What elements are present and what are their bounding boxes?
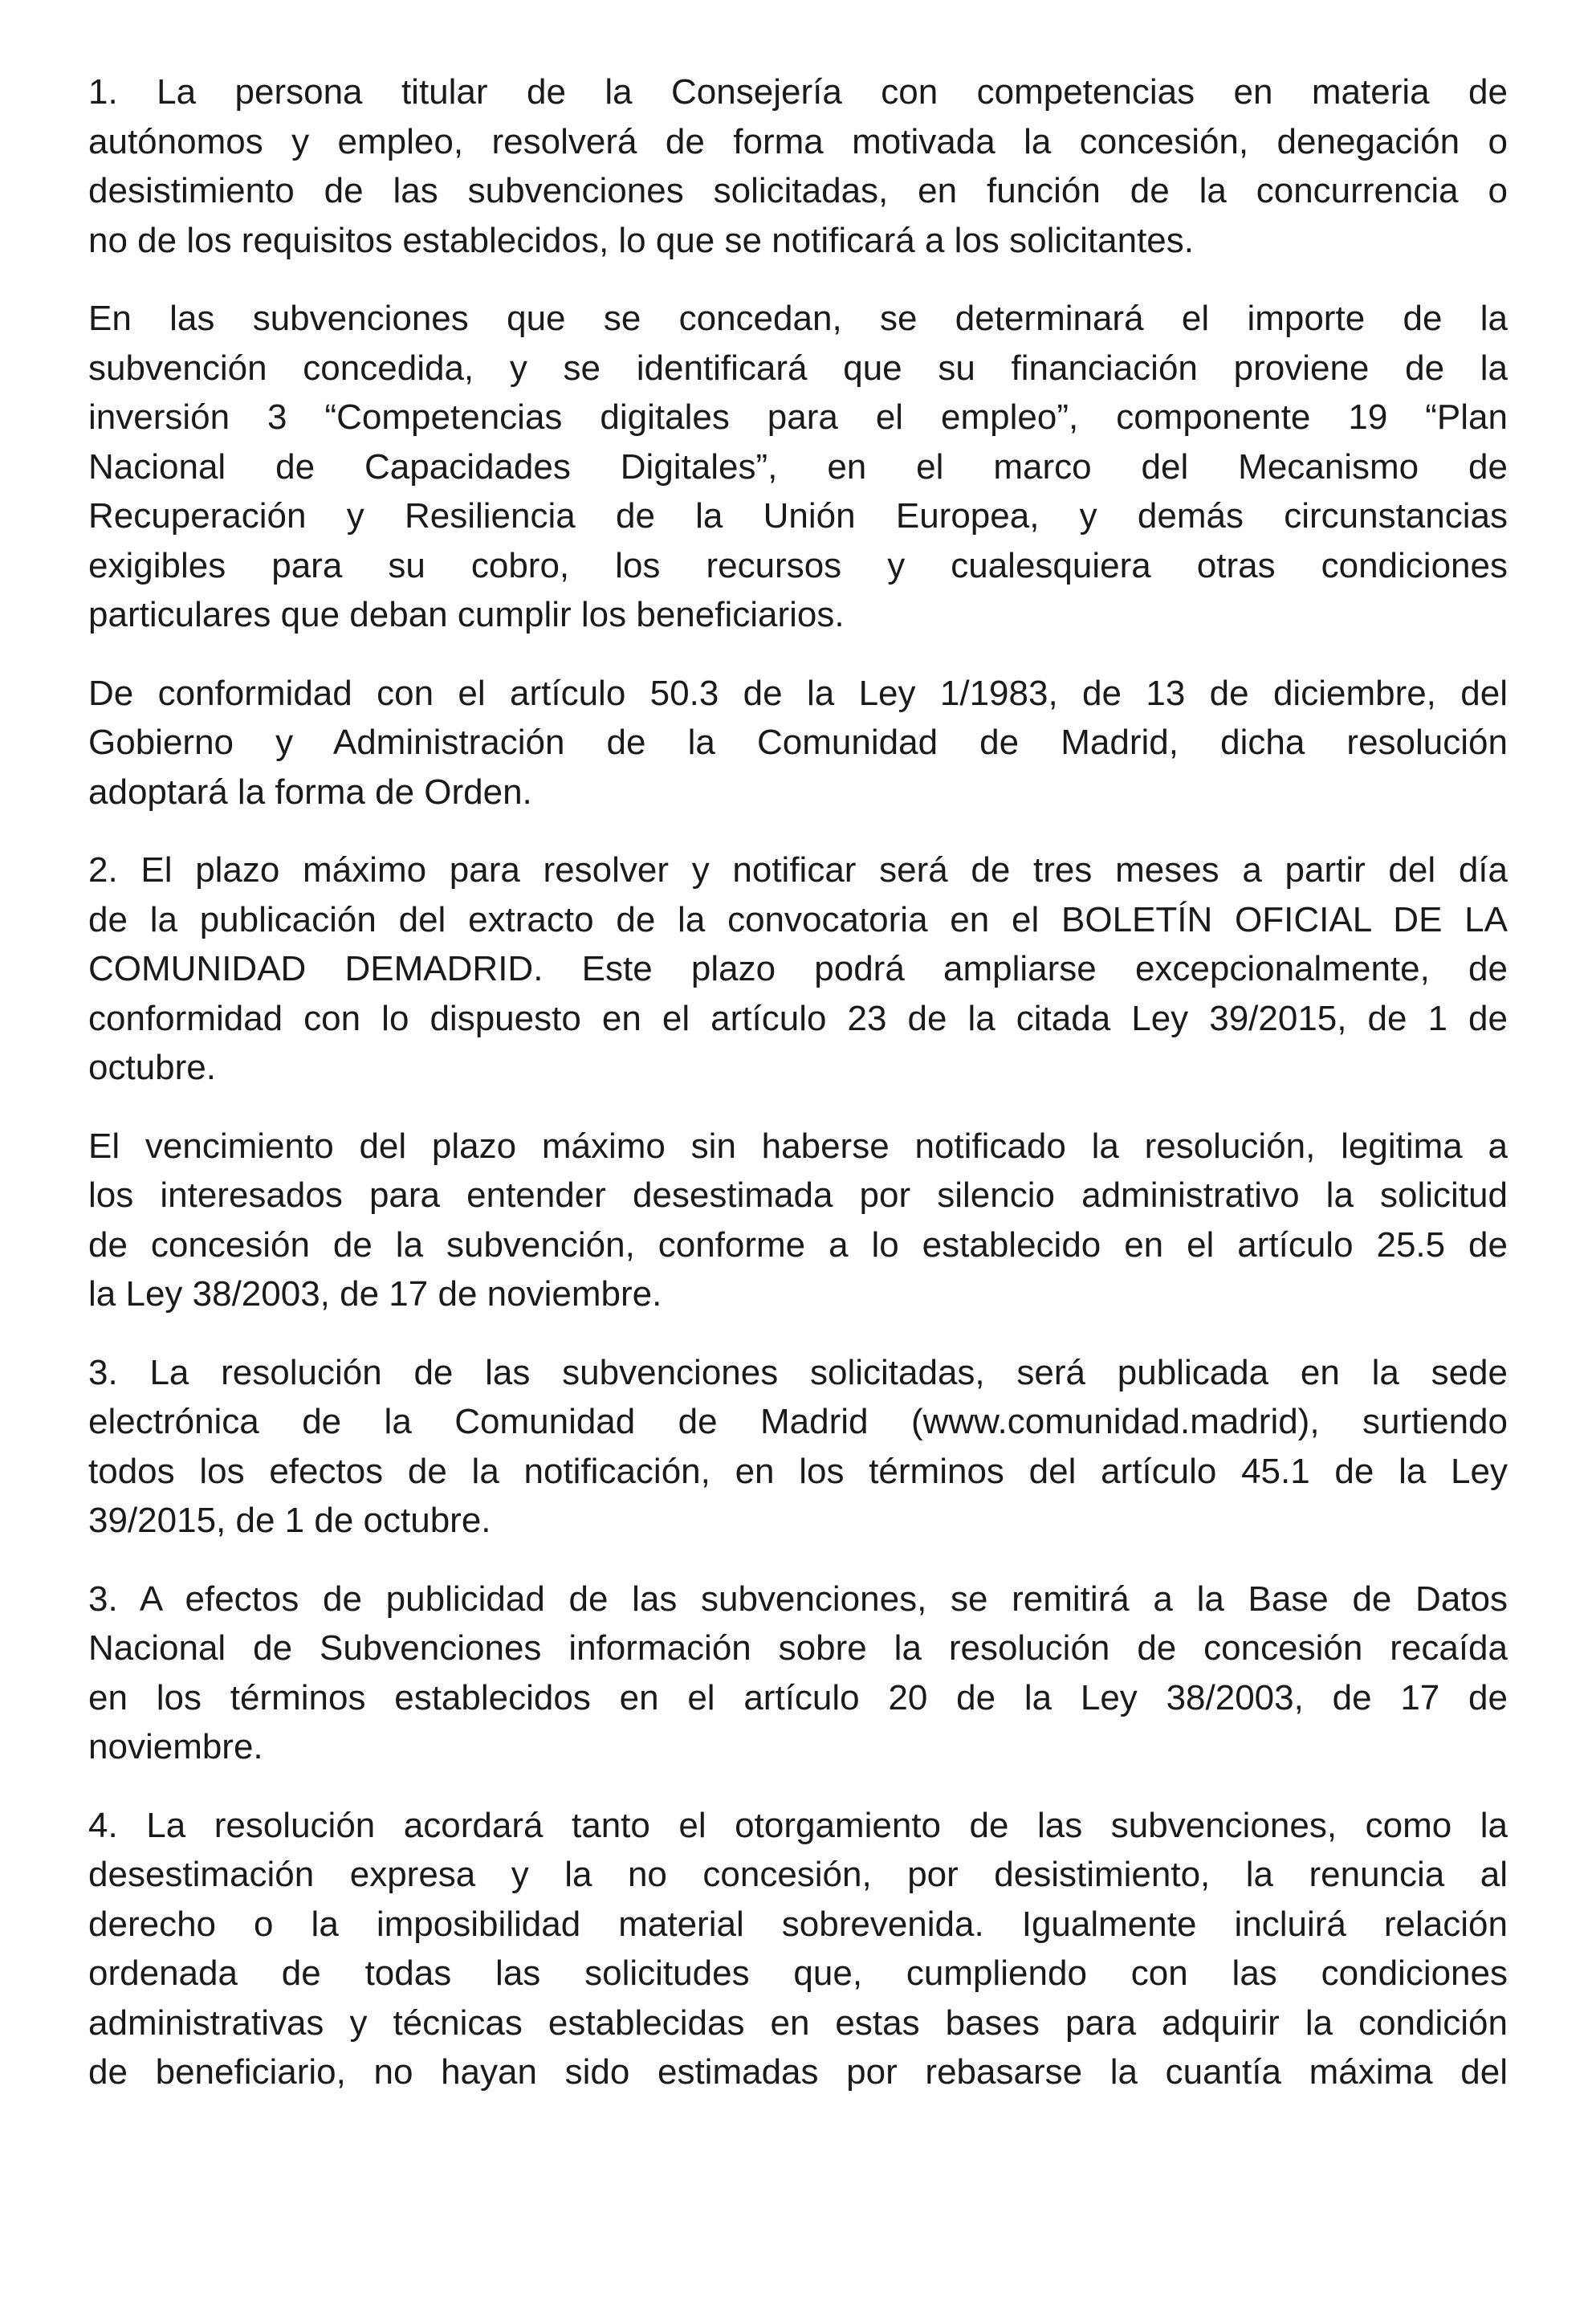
text-line: El vencimiento del plazo máximo sin haberse notificado la resolución, legitima a — [88, 1126, 1508, 1166]
text-line: los interesados para entender desestimada por silencio administrativo la solicitud — [88, 1175, 1508, 1215]
text-line: 4. La resolución acordará tanto el otorgamiento de las subvenciones, como la — [88, 1805, 1508, 1845]
paragraph — [88, 294, 1508, 640]
text-line: ordenada de todas las solicitudes que, cumpliendo con las condiciones — [88, 1954, 1508, 1993]
document-page — [88, 67, 1508, 2126]
text-line: todos los efectos de la notificación, en los términos del artículo 45.1 de la Ley — [88, 1451, 1508, 1491]
paragraph — [88, 1122, 1508, 1319]
text-line: COMUNIDAD DEMADRID. Este plazo podrá ampliarse excepcionalmente, de — [88, 949, 1508, 988]
text-line: subvención concedida, y se identificará que su financiación proviene de la — [88, 348, 1508, 388]
text-line: 39/2015, de 1 de octubre. — [88, 1501, 491, 1540]
text-line: Gobierno y Administración de la Comunidad de Madrid, dicha resolución — [88, 723, 1508, 762]
text-line: administrativas y técnicas establecidas en estas bases para adquirir la condición — [88, 2002, 1508, 2043]
text-line: 2. El plazo máximo para resolver y notificar será de tres meses a partir del día — [88, 850, 1508, 890]
text-line: de la publicación del extracto de la convocatoria en el BOLETÍN OFICIAL DE LA — [88, 899, 1508, 939]
text-line: electrónica de la Comunidad de Madrid (www.comunidad.madrid), surtiendo — [88, 1402, 1508, 1441]
text-line: De conformidad con el artículo 50.3 de la Ley 1/1983, de 13 de diciembre, del — [88, 673, 1508, 713]
text-line: desistimiento de las subvenciones solicitadas, en función de la concurrencia o — [88, 171, 1508, 210]
text-line: particulares que deban cumplir los beneficiarios. — [88, 595, 845, 634]
text-line: de beneficiario, no hayan sido estimadas por rebasarse la cuantía máxima del — [88, 2052, 1508, 2092]
text-line: autónomos y empleo, resolverá de forma motivada la concesión, denegación o — [88, 121, 1508, 161]
text-line: de concesión de la subvención, conforme a lo establecido en el artículo 25.5 de — [88, 1224, 1508, 1265]
text-line: Recuperación y Resiliencia de la Unión Europea, y demás circunstancias — [88, 496, 1508, 536]
text-line: conformidad con lo dispuesto en el artículo 23 de la citada Ley 39/2015, de 1 de — [88, 998, 1508, 1038]
text-line: inversión 3 “Competencias digitales para el empleo”, componente 19 “Plan — [88, 397, 1508, 437]
text-line: desestimación expresa y la no concesión, por desistimiento, la renuncia al — [88, 1855, 1508, 1894]
text-line: no de los requisitos establecidos, lo que se notificará a los solicitantes. — [88, 220, 1194, 260]
paragraph — [88, 1348, 1508, 1546]
text-line: adoptará la forma de Orden. — [88, 772, 532, 812]
text-line: noviembre. — [88, 1727, 263, 1766]
text-line: derecho o la imposibilidad material sobrevenida. Igualmente incluirá relación — [88, 1904, 1508, 1944]
text-line: 3. A efectos de publicidad de las subvenciones, se remitirá a la Base de Datos — [88, 1579, 1508, 1619]
text-line: 1. La persona titular de la Consejería con competencias en materia de — [88, 72, 1508, 112]
paragraph — [88, 669, 1508, 817]
text-line: En las subvenciones que se concedan, se determinará el importe de la — [88, 299, 1508, 338]
text-line: 3. La resolución de las subvenciones solicitadas, será publicada en la sede — [88, 1352, 1508, 1392]
text-line: la Ley 38/2003, de 17 de noviembre. — [88, 1274, 662, 1314]
text-line: exigibles para su cobro, los recursos y cualesquiera otras condiciones — [88, 545, 1508, 585]
paragraph — [88, 845, 1508, 1093]
paragraph — [88, 67, 1508, 265]
text-line: Nacional de Capacidades Digitales”, en el marco del Mecanismo de — [88, 446, 1508, 487]
paragraph — [88, 1575, 1508, 1772]
paragraph — [88, 1801, 1508, 2097]
text-line: octubre. — [88, 1048, 216, 1087]
text-line: en los términos establecidos en el artículo 20 de la Ley 38/2003, de 17 de — [88, 1677, 1508, 1717]
text-line: Nacional de Subvenciones información sobre la resolución de concesión recaída — [88, 1628, 1508, 1668]
